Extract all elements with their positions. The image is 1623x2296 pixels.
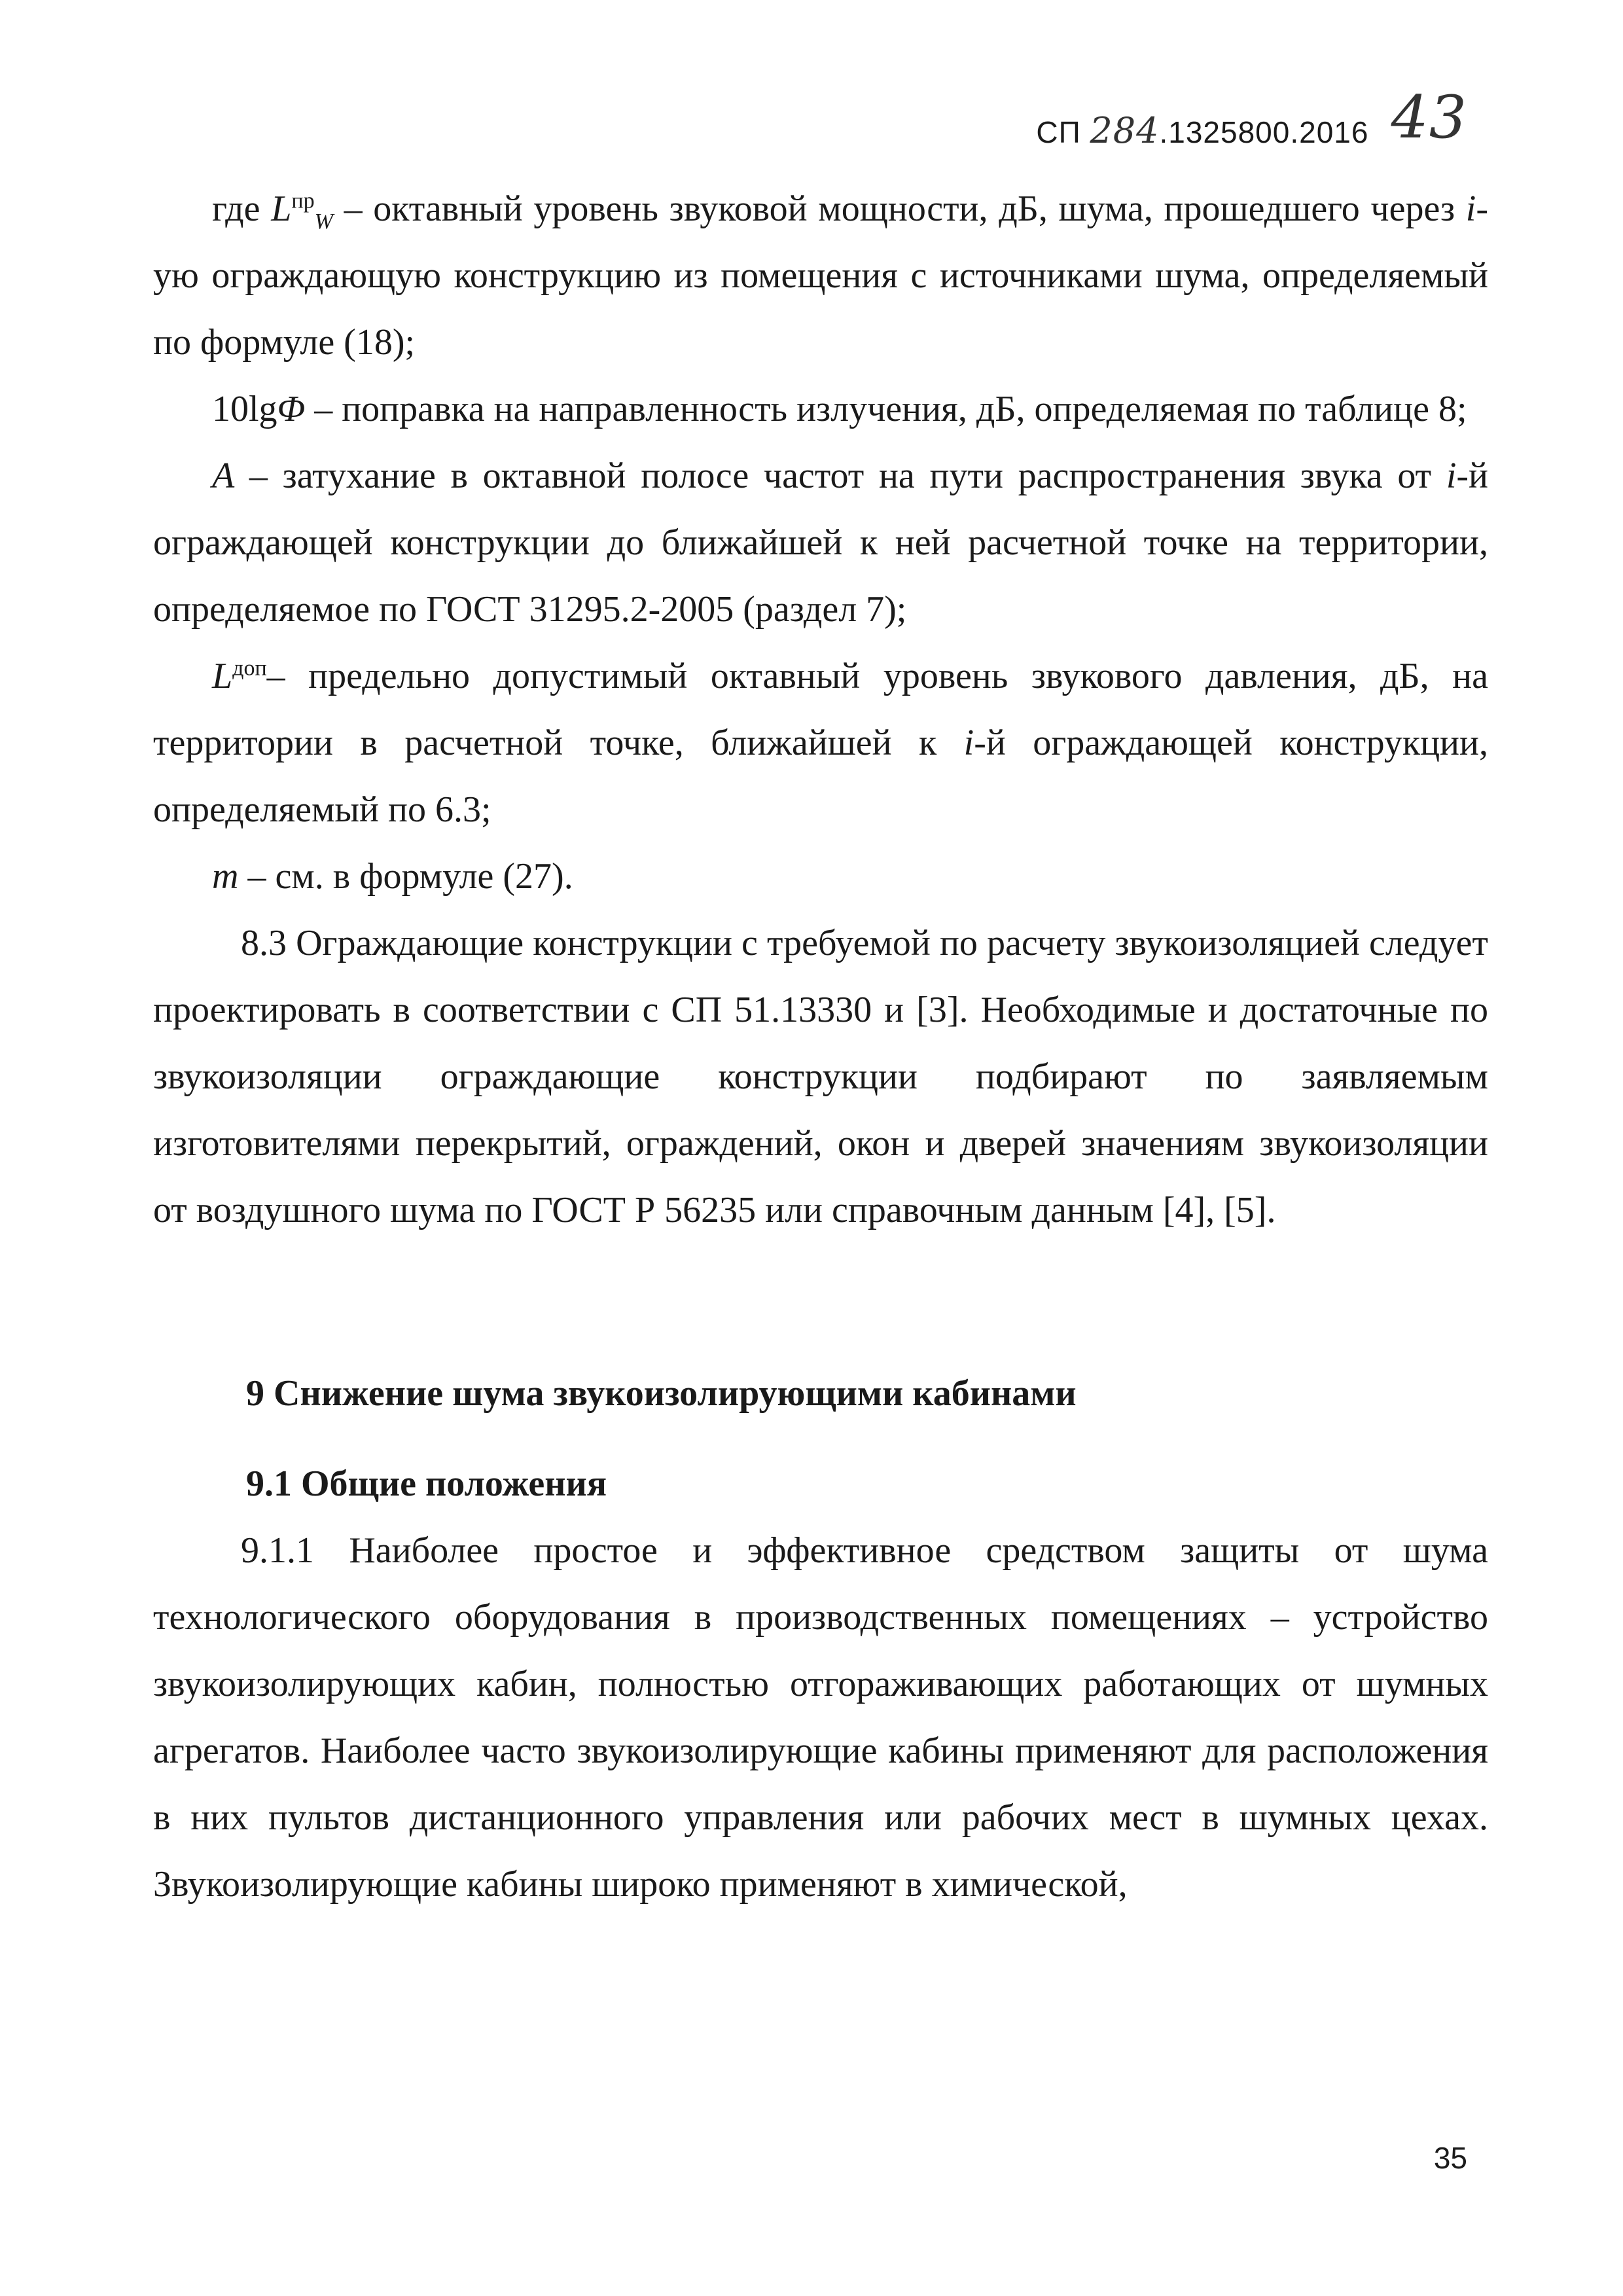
symbol-m: m <box>212 856 239 897</box>
text-span: – см. в формуле (27). <box>238 856 573 897</box>
section-heading-9: 9 Снижение шума звукоизолирующими кабинами <box>246 1373 1077 1414</box>
text-span: где <box>212 188 272 229</box>
symbol-a: A <box>212 456 235 496</box>
paragraph-definition-lw <box>153 175 1488 376</box>
page-body <box>153 175 1488 1918</box>
symbol-i: i <box>1465 188 1476 229</box>
symbol-phi: Φ <box>277 389 306 429</box>
superscript-pr: пр <box>291 188 315 213</box>
text-span: – октавный уровень звуковой мощности, дБ, шума, прошедшего через <box>332 188 1466 229</box>
paragraph-definition-m <box>153 843 1488 910</box>
paragraph-definition-directivity <box>153 376 1488 442</box>
handwritten-number: 284 <box>1090 110 1160 151</box>
superscript-dop: доп <box>232 656 267 681</box>
paragraph-definition-attenuation <box>153 442 1488 643</box>
symbol-w: W <box>314 209 333 234</box>
header-prefix: СП <box>1036 115 1090 149</box>
handwritten-page-number: 43 <box>1391 83 1467 152</box>
paragraph-definition-ldop <box>153 643 1488 843</box>
paragraph-9-1-1: 9.1.1 Наиболее простое и эффективное средством защиты от шума технологического оборудования в производственных помещениях – устройство звукоизолирующих кабин, полностью отгораживающих работающих от шумных агрегатов. Наиболее часто звукоизолирующие кабины применяют для расположения в них пультов дистанционного управления или рабочих мест в шумных цехах. Звукоизолирующие кабины широко применяют в химической, <box>153 1530 1488 1905</box>
paragraph-8-3: 8.3 Ограждающие конструкции с требуемой по расчету звукоизоляцией следует проектировать в соответствии с СП 51.13330 и [3]. Необходимые и достаточные по звукоизоляции ограждающие конструкции подбирают по заявляемым изготовителями перекрытий, ограждений, окон и дверей значениям звукоизоляции от воздушного шума по ГОСТ Р 56235 или справочным данным [4], [5]. <box>153 923 1488 1230</box>
text-span: 10lg <box>212 389 277 429</box>
symbol-l: L <box>212 656 233 696</box>
text-span: – поправка на направленность излучения, дБ, определяемая по таблице 8; <box>305 389 1467 429</box>
symbol-i: i <box>963 723 974 763</box>
text-span: -ую ограждающую конструкцию из помещения с источниками шума, определяемый по формуле (18); <box>153 188 1489 363</box>
header-suffix: .1325800.2016 <box>1159 115 1369 149</box>
subscript-w <box>315 209 333 234</box>
text-span: -й ограждающей конструкции до ближайшей к ней расчетной точке на территории, определяемое по ГОСТ 31295.2-2005 (раздел 7); <box>153 456 1488 630</box>
document-code-header <box>1036 83 1467 157</box>
page-number: 35 <box>1433 2141 1467 2175</box>
text-span: -й ограждающей конструкции, определяемый по 6.3; <box>153 723 1488 830</box>
text-span: – предельно допустимый октавный уровень звукового давления, дБ, на территории в расчетной точке, ближайшей к <box>153 656 1488 763</box>
text-span: – затухание в октавной полосе частот на пути распространения звука от <box>234 456 1446 496</box>
subsection-heading-9-1: 9.1 Общие положения <box>246 1463 607 1504</box>
symbol-l: L <box>271 188 292 229</box>
symbol-i: i <box>1446 456 1457 496</box>
